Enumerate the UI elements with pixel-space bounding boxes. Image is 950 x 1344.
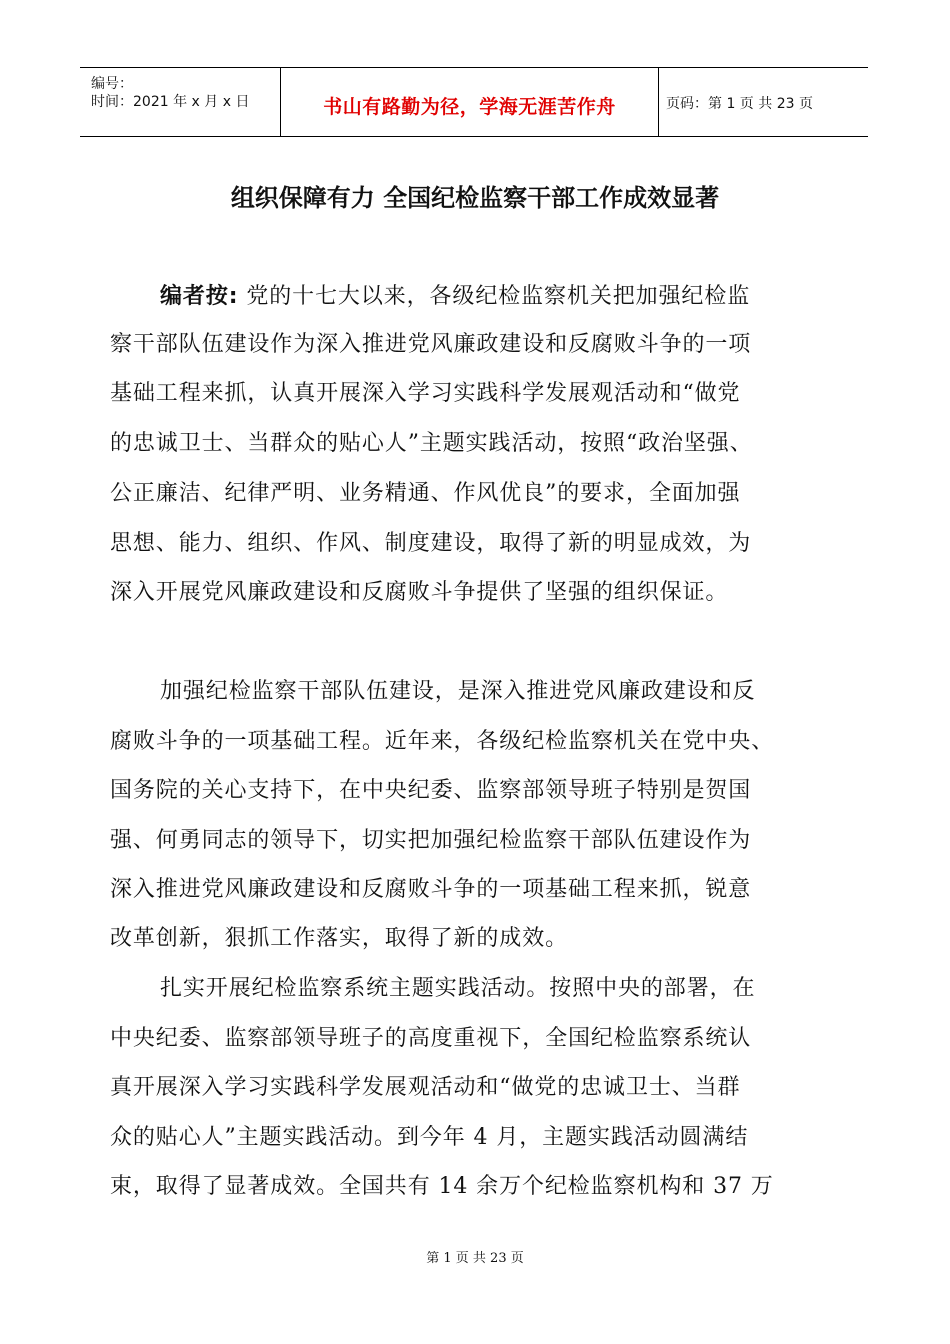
header-page-cell [659,68,867,136]
paragraph-line: 众的贴心人”主题实践活动。到今年 4 月，主题实践活动圆满结 [110,1125,749,1150]
document-time-label: 时间：2021 年 x 月 x 日 [91,94,250,110]
paragraph-line: 真开展深入学习实践科学发展观活动和“做党的忠诚卫士、当群 [110,1075,741,1100]
paragraph-line: 深入开展党风廉政建设和反腐败斗争提供了坚强的组织保证。 [110,580,729,605]
header-motto-cell [281,68,659,136]
paragraph-line: 扎实开展纪检监察系统主题实践活动。按照中央的部署，在 [160,976,756,1001]
document-title: 组织保障有力 全国纪检监察干部工作成效显著 [230,184,720,212]
paragraph-line: 加强纪检监察干部队伍建设，是深入推进党风廉政建设和反 [160,679,756,704]
editor-note-label: 编者按: [160,284,239,309]
paragraph-line: 改革创新，狠抓工作落实，取得了新的成效。 [110,926,569,951]
header-table [80,67,868,137]
paragraph-line: 束，取得了显著成效。全国共有 14 余万个纪检监察机构和 37 万 [110,1174,774,1199]
paragraph-line: 腐败斗争的一项基础工程。近年来，各级纪检监察机关在党中央、 [110,729,775,754]
paragraph-line: 基础工程来抓，认真开展深入学习实践科学发展观活动和“做党 [110,381,741,406]
paragraph-line: 强、何勇同志的领导下，切实把加强纪检监察干部队伍建设作为 [110,828,752,853]
page-info: 页码：第 1 页 共 23 页 [666,96,813,112]
paragraph-line: 中央纪委、监察部领导班子的高度重视下，全国纪检监察系统认 [110,1026,752,1051]
paragraph-line: 思想、能力、组织、作风、制度建设，取得了新的明显成效，为 [110,531,752,556]
header-info-cell [80,68,281,136]
document-number-label: 编号： [91,76,133,92]
motto-text: 书山有路勤为径，学海无涯苦作舟 [323,96,616,118]
paragraph-line: 深入推进党风廉政建设和反腐败斗争的一项基础工程来抓，锐意 [110,877,752,902]
paragraph-line: 察干部队伍建设作为深入推进党风廉政建设和反腐败斗争的一项 [110,332,752,357]
paragraph-line: 公正廉洁、纪律严明、业务精通、作风优良”的要求，全面加强 [110,481,741,506]
paragraph-line [160,280,850,314]
paragraph-line: 的忠诚卫士、当群众的贴心人”主题实践活动，按照“政治坚强、 [110,431,753,456]
page-footer: 第 1 页 共 23 页 [426,1251,524,1266]
line-text: 党的十七大以来，各级纪检监察机关把加强纪检监 [246,284,751,309]
paragraph-line: 国务院的关心支持下，在中央纪委、监察部领导班子特别是贺国 [110,778,752,803]
